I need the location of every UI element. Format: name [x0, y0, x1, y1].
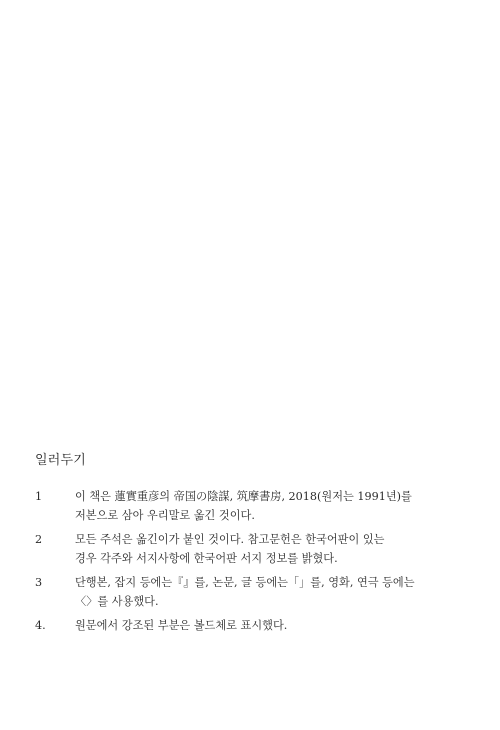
note-item-2 — [35, 530, 475, 568]
note-line: 단행본, 잡지 등에는『』를, 논문, 글 등에는「」를, 영화, 연극 등에는 — [75, 576, 415, 589]
note-item-3 — [35, 573, 475, 611]
note-item-1 — [35, 487, 475, 525]
notes-list — [35, 487, 475, 640]
note-line: 원문에서 강조된 부분은 볼드체로 표시했다. — [75, 619, 288, 632]
note-line: 〈〉를 사용했다. — [75, 595, 159, 608]
note-line: 이 책은 蓮實重彦의 帝国の陰謀, 筑摩書房, 2018(원저는 1991년)를 — [75, 490, 412, 503]
note-line: 경우 각주와 서지사항에 한국어판 서지 정보를 밝혔다. — [75, 552, 338, 565]
note-line: 모든 주석은 옮긴이가 붙인 것이다. 참고문헌은 한국어판이 있는 — [75, 533, 385, 546]
note-line: 저본으로 삼아 우리말로 옮긴 것이다. — [75, 509, 255, 522]
note-item-4 — [35, 616, 475, 635]
note-number: 1 — [35, 490, 43, 503]
notes-heading: 일러두기 — [35, 453, 87, 468]
note-number: 4. — [35, 619, 46, 632]
note-number: 3 — [35, 576, 43, 589]
note-number: 2 — [35, 533, 43, 546]
